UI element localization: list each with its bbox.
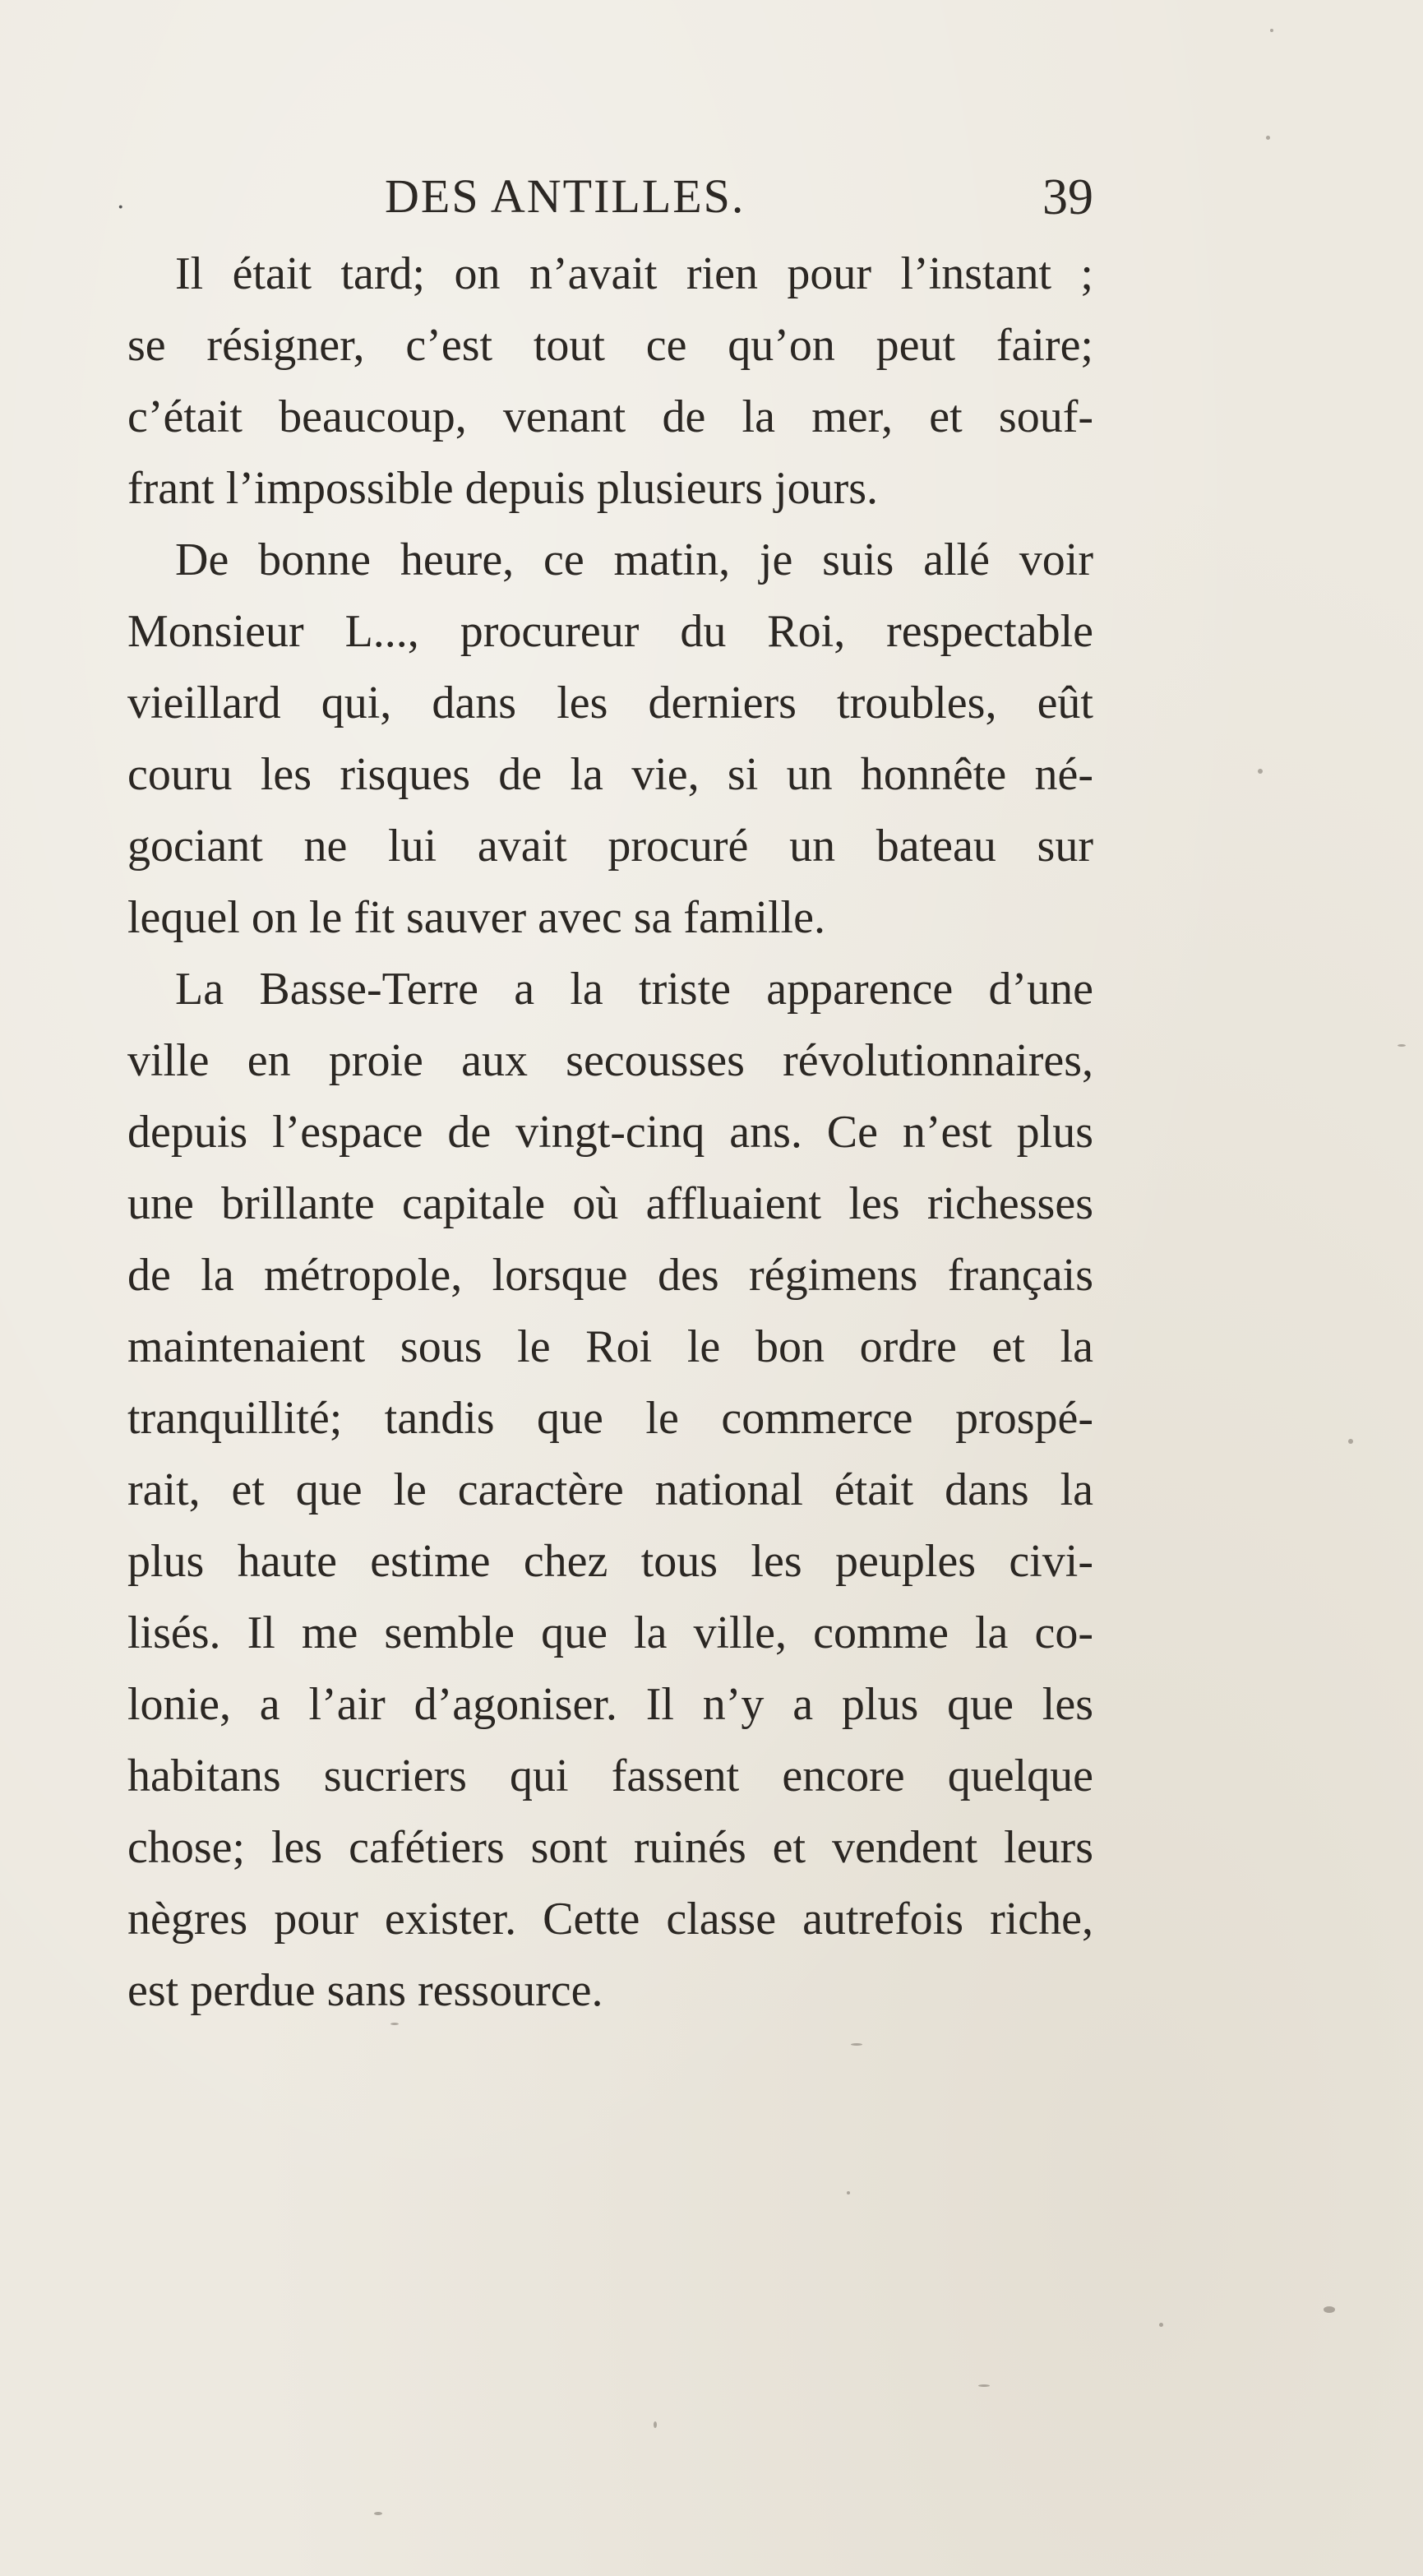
- text-line: de la métropole, lorsque des régimens français: [127, 1250, 1093, 1301]
- text-line: tranquillité; tandis que le commerce prospé-: [127, 1393, 1093, 1444]
- text-line: La Basse-Terre a la triste apparence d’une: [175, 964, 1093, 1015]
- text-line: depuis l’espace de vingt-cinq ans. Ce n’est plus: [127, 1107, 1093, 1158]
- paper-speck: [978, 2384, 990, 2387]
- paper-speck: [390, 2023, 399, 2025]
- paper-speck: [654, 2421, 657, 2428]
- printer-mark: ·: [117, 193, 125, 222]
- paper-speck: [1258, 769, 1263, 774]
- paragraph-2: [127, 525, 1093, 954]
- running-head: DES ANTILLES.: [385, 169, 746, 223]
- paper-speck: [1398, 1044, 1406, 1047]
- paper-speck: [1270, 29, 1273, 32]
- paper-speck: [1324, 2306, 1335, 2313]
- text-line: Monsieur L..., procureur du Roi, respectable: [127, 606, 1093, 657]
- paragraph-1: [127, 238, 1093, 525]
- page-number: 39: [1042, 169, 1093, 225]
- text-line: frant l’impossible depuis plusieurs jours.: [127, 463, 879, 514]
- text-line: plus haute estime chez tous les peuples civi-: [127, 1536, 1093, 1587]
- text-line: habitans sucriers qui fassent encore quelque: [127, 1750, 1093, 1801]
- text-line: lequel on le fit sauver avec sa famille.: [127, 892, 825, 943]
- text-line: maintenaient sous le Roi le bon ordre et la: [127, 1321, 1093, 1372]
- text-line: une brillante capitale où affluaient les richesses: [127, 1178, 1093, 1229]
- text-line: c’était beaucoup, venant de la mer, et souf-: [127, 391, 1093, 442]
- paper-speck: [374, 2512, 382, 2515]
- text-line: lonie, a l’air d’agoniser. Il n’y a plus que les: [127, 1679, 1093, 1730]
- paper-speck: [1266, 136, 1270, 140]
- paper-speck: [1159, 2323, 1163, 2327]
- text-line: De bonne heure, ce matin, je suis allé voir: [175, 534, 1093, 585]
- body-text: [127, 238, 1093, 2027]
- text-line: ville en proie aux secousses révolutionnaires,: [127, 1035, 1093, 1086]
- text-line: rait, et que le caractère national était dans la: [127, 1464, 1093, 1515]
- paragraph-3: [127, 954, 1093, 2027]
- paper-speck: [851, 2043, 862, 2046]
- text-line: vieillard qui, dans les derniers troubles, eût: [127, 678, 1093, 728]
- paper-speck: [847, 2191, 850, 2194]
- text-line: lisés. Il me semble que la ville, comme la co-: [127, 1607, 1093, 1658]
- text-line: nègres pour exister. Cette classe autrefois riche,: [127, 1894, 1093, 1945]
- page-header: [117, 169, 1093, 226]
- text-line: gociant ne lui avait procuré un bateau sur: [127, 821, 1093, 872]
- text-line: se résigner, c’est tout ce qu’on peut faire;: [127, 320, 1093, 371]
- text-line: est perdue sans ressource.: [127, 1965, 603, 2016]
- text-line: couru les risques de la vie, si un honnête né-: [127, 749, 1093, 800]
- text-line: Il était tard; on n’avait rien pour l’instant ;: [175, 248, 1093, 299]
- paper-speck: [1348, 1439, 1353, 1444]
- text-line: chose; les cafétiers sont ruinés et vendent leurs: [127, 1822, 1093, 1873]
